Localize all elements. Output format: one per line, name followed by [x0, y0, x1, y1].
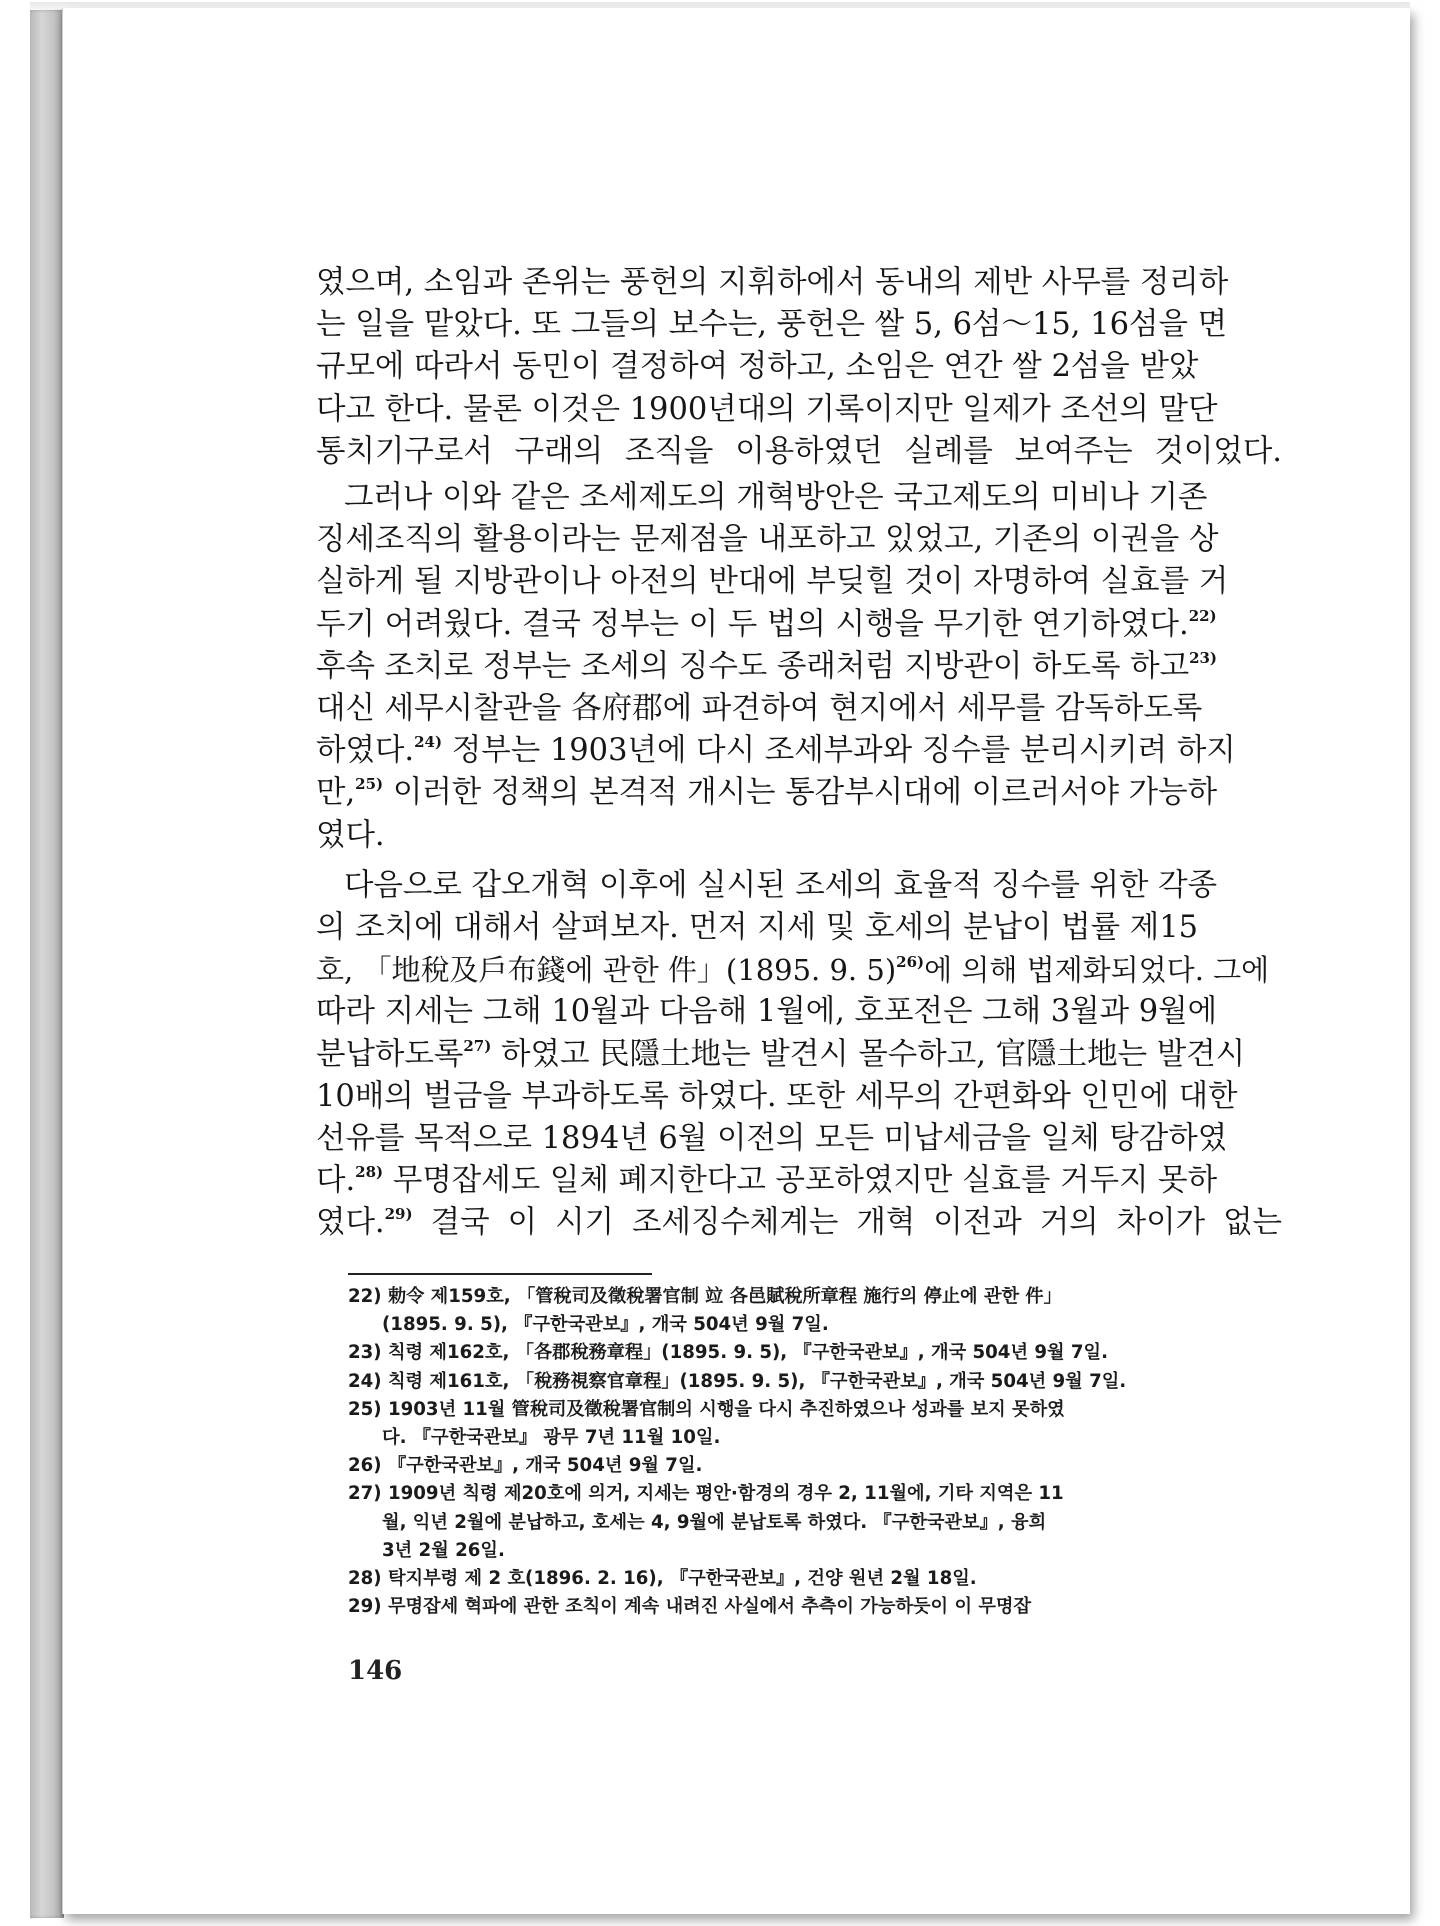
text-segment: 분납하도록 [316, 1036, 464, 1072]
book-spine [30, 10, 64, 1918]
text-segment: 만, [316, 775, 356, 811]
text-line [316, 604, 1282, 646]
footnote-line: 28) 탁지부령 제 2 호(1896. 2. 16), 『구한국관보』, 건양 원년 2월 18일. [348, 1568, 977, 1590]
footnote-23 [348, 1339, 1288, 1367]
text-line: 징세조직의 활용이라는 문제점을 내포하고 있었고, 기존의 이권을 상 [316, 522, 1219, 558]
text-segment: 정부는 1903년에 다시 조세부과와 징수를 분리시키려 하지 [451, 733, 1236, 769]
footnotes [348, 1283, 1288, 1621]
footnote-26 [348, 1452, 1288, 1480]
paragraph-2 [316, 477, 1282, 857]
footnote-line: 27) 1909년 칙령 제20호에 의거, 지세는 평안·함경의 경우 2, 11월에, 기타 지역은 11 [348, 1483, 1064, 1505]
footnote-ref: 29) [384, 1205, 413, 1224]
page-number: 146 [348, 1656, 403, 1686]
text-line: 다고 한다. 물론 이것은 1900년대의 기록이지만 일제가 조선의 말단 [316, 391, 1218, 427]
footnote-line: 22) 勅令 제159호, 「管稅司及徵稅署官制 竝 各邑賦稅所章程 施行의 停止에 관한 件」 [348, 1286, 1062, 1307]
text-line [316, 730, 1282, 772]
text-line: 따라 지세는 그해 10월과 다음해 1월에, 호포전은 그해 3월과 9월에 [316, 994, 1218, 1030]
text-line: 실하게 될 지방관이나 아전의 반대에 부딪힐 것이 자명하여 실효를 거 [316, 564, 1229, 600]
text-line: 였으며, 소임과 존위는 풍헌의 지휘하에서 동내의 제반 사무를 정리하 [316, 265, 1229, 300]
footnote-ref: 25) [355, 775, 384, 794]
footnote-22 [348, 1283, 1288, 1339]
text-segment: 두기 어려웠다. 결국 정부는 이 두 법의 시행을 무기한 연기하였다. [316, 606, 1189, 642]
text-line: 규모에 따라서 동민이 결정하여 정하고, 소임은 연간 쌀 2섬을 받았 [316, 349, 1199, 385]
footnote-27 [348, 1480, 1288, 1565]
footnote-line: 3년 2월 26일. [382, 1539, 505, 1561]
footnote-ref: 22) [1188, 606, 1217, 625]
text-segment: 였다. [316, 1205, 385, 1241]
footnote-25 [348, 1396, 1288, 1452]
footnote-ref: 24) [414, 733, 443, 752]
text-line: 였다. [316, 817, 385, 853]
footnote-line: 23) 칙령 제162호, 「各郡稅務章程」(1895. 9. 5), 『구한국관보』, 개국 504년 9월 7일. [348, 1342, 1109, 1364]
text-segment: 하였고 民隱土地는 발견시 몰수하고, 官隱土地는 발견시 [501, 1036, 1246, 1072]
footnote-line: (1895. 9. 5), 『구한국관보』, 개국 504년 9월 7일. [382, 1314, 829, 1336]
footnote-ref: 27) [463, 1036, 492, 1055]
paragraph-3 [316, 865, 1282, 1245]
paragraph-1 [316, 262, 1282, 473]
footnote-line: 25) 1903년 11월 管稅司及徵稅署官制의 시행을 다시 추진하였으나 성과를 보지 못하였 [348, 1398, 1065, 1420]
footnote-divider [348, 1273, 652, 1275]
footnote-ref: 23) [1189, 648, 1218, 667]
footnote-line: 월, 익년 2월에 분납하고, 호세는 4, 9월에 분납토록 하였다. 『구한국관보』, 융희 [382, 1511, 1047, 1533]
text-segment: 이러한 정책의 본격적 개시는 통감부시대에 이르러서야 가능하 [392, 775, 1218, 811]
text-line [316, 772, 1282, 814]
text-line [316, 949, 1282, 991]
text-segment: 하였다. [316, 733, 415, 769]
text-line: 10배의 벌금을 부과하도록 하였다. 또한 세무의 간편화와 인민에 대한 [316, 1078, 1238, 1114]
footnote-line: 29) 무명잡세 혁파에 관한 조칙이 계속 내려진 사실에서 추측이 가능하듯이 이 무명잡 [348, 1596, 1032, 1618]
footnote-line: 24) 칙령 제161호, 「稅務視察官章程」(1895. 9. 5), 『구한국관보』, 개국 504년 9월 7일. [348, 1370, 1127, 1392]
text-line [316, 1202, 1282, 1244]
footnote-24 [348, 1368, 1288, 1396]
footnote-line: 다. 『구한국관보』 광무 7년 11월 10일. [382, 1427, 721, 1449]
text-segment: 에 의해 법제화되었다. 그에 [924, 953, 1270, 988]
footnote-line: 26) 『구한국관보』, 개국 504년 9월 7일. [348, 1455, 703, 1477]
text-line: 대신 세무시찰관을 各府郡에 파견하여 현지에서 세무를 감독하도록 [316, 691, 1203, 727]
text-line: 선유를 목적으로 1894년 6월 이전의 모든 미납세금을 일체 탕감하였 [316, 1121, 1228, 1157]
text-line [316, 1160, 1282, 1202]
footnote-29 [348, 1593, 1288, 1621]
text-line [316, 1034, 1282, 1076]
text-segment: 결국 이 시기 조세징수체계는 개혁 이전과 거의 차이가 없는 [430, 1205, 1282, 1241]
footnote-28 [348, 1565, 1288, 1593]
text-segment: 호, 「地稅及戶布錢에 관한 件」(1895. 9. 5) [316, 953, 897, 988]
text-segment: 다. [316, 1163, 356, 1199]
text-line: 의 조치에 대해서 살펴보자. 먼저 지세 및 호세의 분납이 법률 제15 [316, 910, 1199, 946]
footnote-ref: 26) [896, 953, 925, 972]
text-line: 다음으로 갑오개혁 이후에 실시된 조세의 효율적 징수를 위한 각종 [344, 867, 1218, 903]
text-segment: 후속 조치로 정부는 조세의 징수도 종래처럼 지방관이 하도록 하고 [316, 648, 1190, 684]
text-line: 통치기구로서 구래의 조직을 이용하였던 실례를 보여주는 것이었다. [316, 433, 1282, 469]
text-line: 그러나 이와 같은 조세제도의 개혁방안은 국고제도의 미비나 기존 [344, 480, 1208, 516]
body-text [316, 262, 1282, 1245]
text-line: 는 일을 맡았다. 또 그들의 보수는, 풍헌은 쌀 5, 6섬～15, 16섬을 면 [316, 307, 1228, 343]
text-segment: 무명잡세도 일체 폐지한다고 공포하였지만 실효를 거두지 못하 [392, 1163, 1218, 1199]
text-line [316, 646, 1282, 688]
footnote-ref: 28) [355, 1163, 384, 1182]
